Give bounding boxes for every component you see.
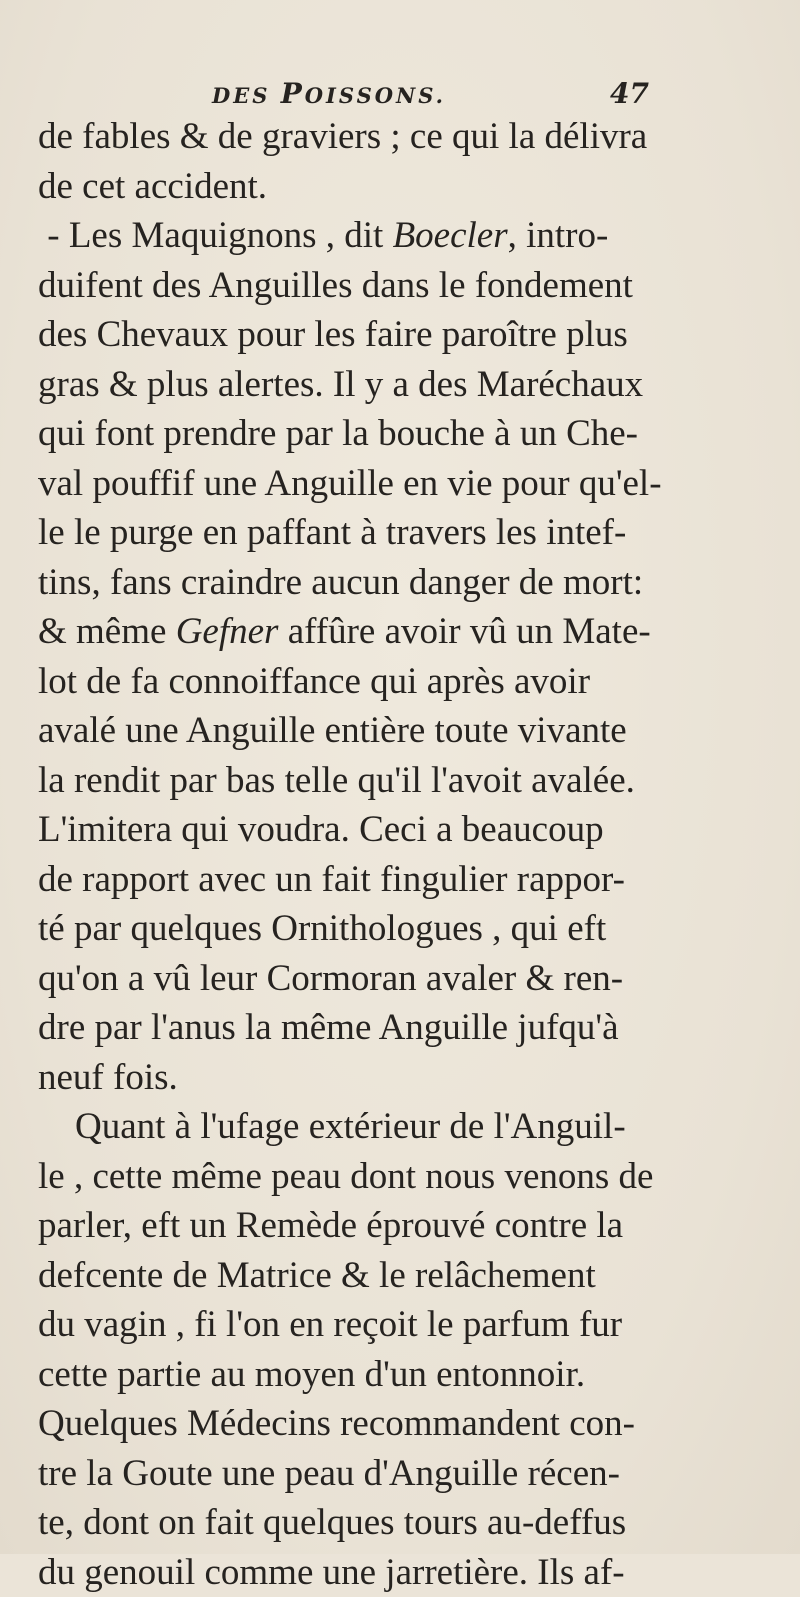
text-line [38,855,783,905]
text-line [38,706,783,756]
running-header [0,72,800,116]
line-text: le le purge en paffant à travers les intef- [38,512,626,553]
line-text: té par quelques Ornithologues , qui eft [38,908,606,949]
text-line [38,756,783,806]
running-title-part3: OISSONS. [305,83,446,108]
line-text: cette partie au moyen d'un entonnoir. [38,1354,585,1395]
text-line [38,607,783,657]
text-line [38,1300,783,1350]
author-name-boecler: Boecler [393,215,508,256]
body-text [38,112,783,1597]
line-text: tre la Goute une peau d'Anguille récen- [38,1453,620,1494]
text-line [38,1053,783,1103]
text-line [38,1251,783,1301]
text-line [38,1498,783,1548]
line-text: parler, eft un Remède éprouvé contre la [38,1205,623,1246]
line-text: du vagin , fi l'on en reçoit le parfum fur [38,1304,622,1345]
text-line [38,805,783,855]
line-text: du genouil comme une jarretière. Ils af- [38,1552,625,1593]
text-line [38,112,783,162]
text-line [38,1003,783,1053]
text-line [38,558,783,608]
text-line [38,657,783,707]
text-line [38,459,783,509]
text-line [38,162,783,212]
line-text: de rapport avec un fait fingulier rappor- [38,859,625,900]
text-line [38,954,783,1004]
text-line [38,1548,783,1597]
line-text: Quelques Médecins recommandent con- [38,1403,635,1444]
line-text: avalé une Anguille entière toute vivante [38,710,627,751]
line-text: des Chevaux pour les faire paroître plus [38,314,628,355]
text-line [38,261,783,311]
text-line [38,1152,783,1202]
line-text: te, dont on fait quelques tours au-deffus [38,1502,626,1543]
line-text: de cet accident. [38,166,267,207]
line-text: de fables & de graviers ; ce qui la délivra [38,116,647,157]
text-line [38,409,783,459]
line-text: L'imitera qui voudra. Ceci a beaucoup [38,809,604,850]
author-name-gesner: Gefner [176,611,279,652]
line-text: Quant à l'ufage extérieur de l'Anguil- [38,1106,626,1147]
line-text: dre par l'anus la même Anguille jufqu'à [38,1007,619,1048]
text-line [38,1449,783,1499]
running-title-part2: P [281,77,305,110]
line-text: qu'on a vû leur Cormoran avaler & ren- [38,958,623,999]
line-text: gras & plus alertes. Il y a des Maréchaux [38,364,643,405]
line-text: neuf fois. [38,1057,178,1098]
text-line [38,1350,783,1400]
text-line [38,1201,783,1251]
text-line [38,904,783,954]
text-line [38,508,783,558]
line-text: - Les Maquignons , dit [38,215,393,256]
line-text: le , cette même peau dont nous venons de [38,1156,653,1197]
line-text: qui font prendre par la bouche à un Che- [38,413,638,454]
line-text: defcente de Matrice & le relâchement [38,1255,596,1296]
line-text: & même [38,611,176,652]
line-text: lot de fa connoiffance qui après avoir [38,661,590,702]
line-text: tins, fans craindre aucun danger de mort: [38,562,643,603]
line-text: duifent des Anguilles dans le fondement [38,265,633,306]
line-text: val pouffif une Anguille en vie pour qu'el- [38,463,662,504]
text-line [38,360,783,410]
text-line [38,310,783,360]
text-line [38,1102,783,1152]
running-title-part1: DES [212,83,281,108]
text-line [38,211,783,261]
line-text: , intro- [508,215,609,256]
line-text: la rendit par bas telle qu'il l'avoit avalée. [38,760,635,801]
page-number: 47 [610,72,649,116]
line-text: affûre avoir vû un Mate- [278,611,650,652]
text-line [38,1399,783,1449]
